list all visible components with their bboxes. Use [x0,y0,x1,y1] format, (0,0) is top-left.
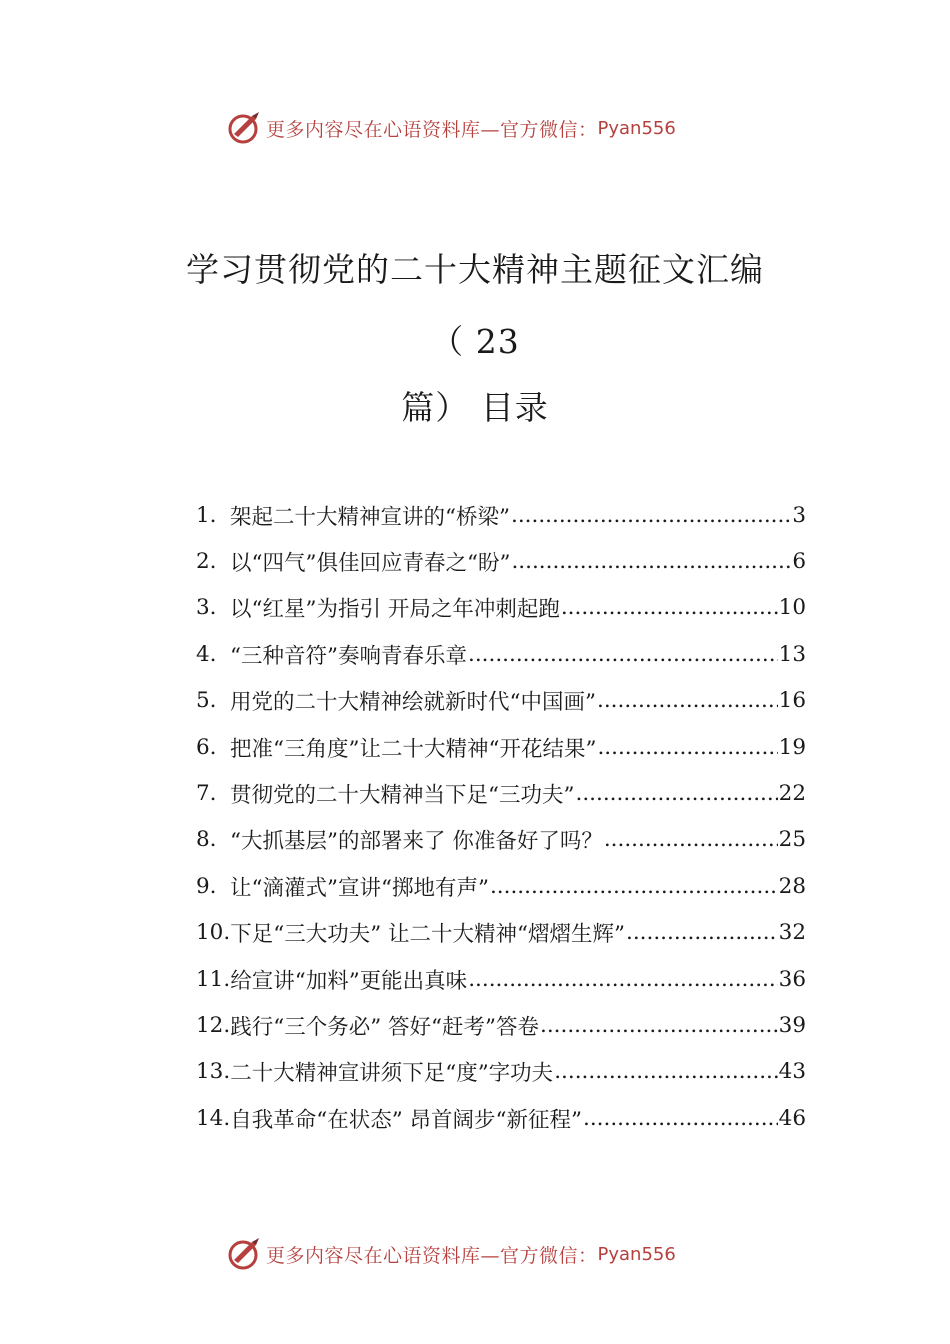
toc-item-title: 下足“三大功夫” 让二十大精神“熠熠生辉” [230,922,626,948]
toc-item-number: 14. [196,1105,231,1131]
toc-item-page: 22 [778,781,806,807]
toc-leader-dots [604,827,778,852]
toc-item[interactable] [196,1002,806,1048]
toc-item-number: 4. [196,641,217,667]
toc-leader-dots [490,874,778,899]
toc-item-title: 把准“三角度”让二十大精神“开花结果” [230,736,597,762]
toc-item-page: 13 [778,641,806,667]
toc-item-page: 16 [778,688,806,714]
toc-item[interactable] [196,585,806,631]
toc-item[interactable] [196,724,806,770]
toc-leader-dots [597,688,778,713]
toc-leader-dots [583,1106,778,1131]
toc-item-number: 9. [196,873,217,899]
table-of-contents [196,492,806,1141]
banner-wechat-id: Pyan556 [597,1243,676,1265]
toc-item-page: 39 [778,1012,806,1038]
toc-item-number: 5. [196,688,217,714]
banner-wechat-id: Pyan556 [597,117,676,139]
toc-item-number: 10. [196,920,231,946]
toc-item[interactable] [196,863,806,909]
toc-item[interactable] [196,492,806,538]
document-title-count: （ 23 [430,322,520,361]
pen-logo-icon [226,1236,262,1272]
toc-item-title: 自我革命“在状态” 昂首阔步“新征程” [230,1107,583,1133]
toc-item-number: 11. [196,966,231,992]
toc-item-number: 12. [196,1012,231,1038]
toc-item-page: 3 [792,502,806,528]
toc-leader-dots [468,967,777,992]
toc-item-title: “三种音符”奏响青春乐章 [230,643,467,669]
header-banner [0,108,950,148]
toc-item-number: 2. [196,549,217,575]
pen-logo-icon [226,110,262,146]
banner-text: 更多内容尽在心语资料库—官方微信： [266,1244,598,1267]
toc-item-page: 19 [778,734,806,760]
toc-item-title: 以“红星”为指引 开局之年冲刺起跑 [230,597,560,623]
toc-item-title: “大抓基层”的部署来了 你准备好了吗？ [230,829,603,855]
toc-leader-dots [540,1013,778,1038]
toc-leader-dots [626,920,778,945]
document-title-toc: 篇） 目录 [401,388,549,427]
toc-item[interactable] [196,1049,806,1095]
toc-item[interactable] [196,910,806,956]
toc-item[interactable] [196,956,806,1002]
toc-item-number: 7. [196,781,217,807]
toc-item-number: 6. [196,734,217,760]
toc-leader-dots [468,642,778,667]
toc-item-title: 用党的二十大精神绘就新时代“中国画” [230,690,596,716]
toc-item-title: 贯彻党的二十大精神当下足“三功夫” [230,783,575,809]
toc-item-title: 二十大精神宣讲须下足“度”字功夫 [230,1061,554,1087]
toc-leader-dots [554,1059,777,1084]
document-title: 学习贯彻党的二十大精神主题征文汇编 [186,250,764,289]
footer-banner [0,1234,950,1274]
toc-item-title: 让“滴灌式”宣讲“掷地有声” [230,875,489,901]
toc-item-number: 13. [196,1059,231,1085]
toc-item-number: 8. [196,827,217,853]
toc-item-title: 给宣讲“加料”更能出真味 [230,968,468,994]
toc-item[interactable] [196,538,806,584]
toc-item-title: 架起二十大精神宣讲的“桥梁” [230,504,510,530]
toc-item-title: 践行“三个务必” 答好“赶考”答卷 [230,1014,540,1040]
toc-item-page: 36 [778,966,806,992]
toc-leader-dots [561,595,778,620]
toc-item-page: 28 [778,873,806,899]
banner-text: 更多内容尽在心语资料库—官方微信： [266,118,598,141]
toc-leader-dots [576,781,778,806]
toc-item[interactable] [196,817,806,863]
toc-item-page: 43 [778,1059,806,1085]
toc-item[interactable] [196,631,806,677]
toc-leader-dots [597,735,777,760]
toc-leader-dots [511,549,791,574]
toc-item[interactable] [196,770,806,816]
toc-item-page: 10 [778,595,806,621]
toc-item-page: 25 [778,827,806,853]
toc-item[interactable] [196,1095,806,1141]
toc-item-page: 6 [792,549,806,575]
toc-item-page: 32 [778,920,806,946]
toc-item-title: 以“四气”俱佳回应青春之“盼” [230,551,511,577]
toc-item-page: 46 [778,1105,806,1131]
toc-item[interactable] [196,678,806,724]
toc-leader-dots [511,503,791,528]
toc-item-number: 1. [196,502,217,528]
toc-item-number: 3. [196,595,217,621]
